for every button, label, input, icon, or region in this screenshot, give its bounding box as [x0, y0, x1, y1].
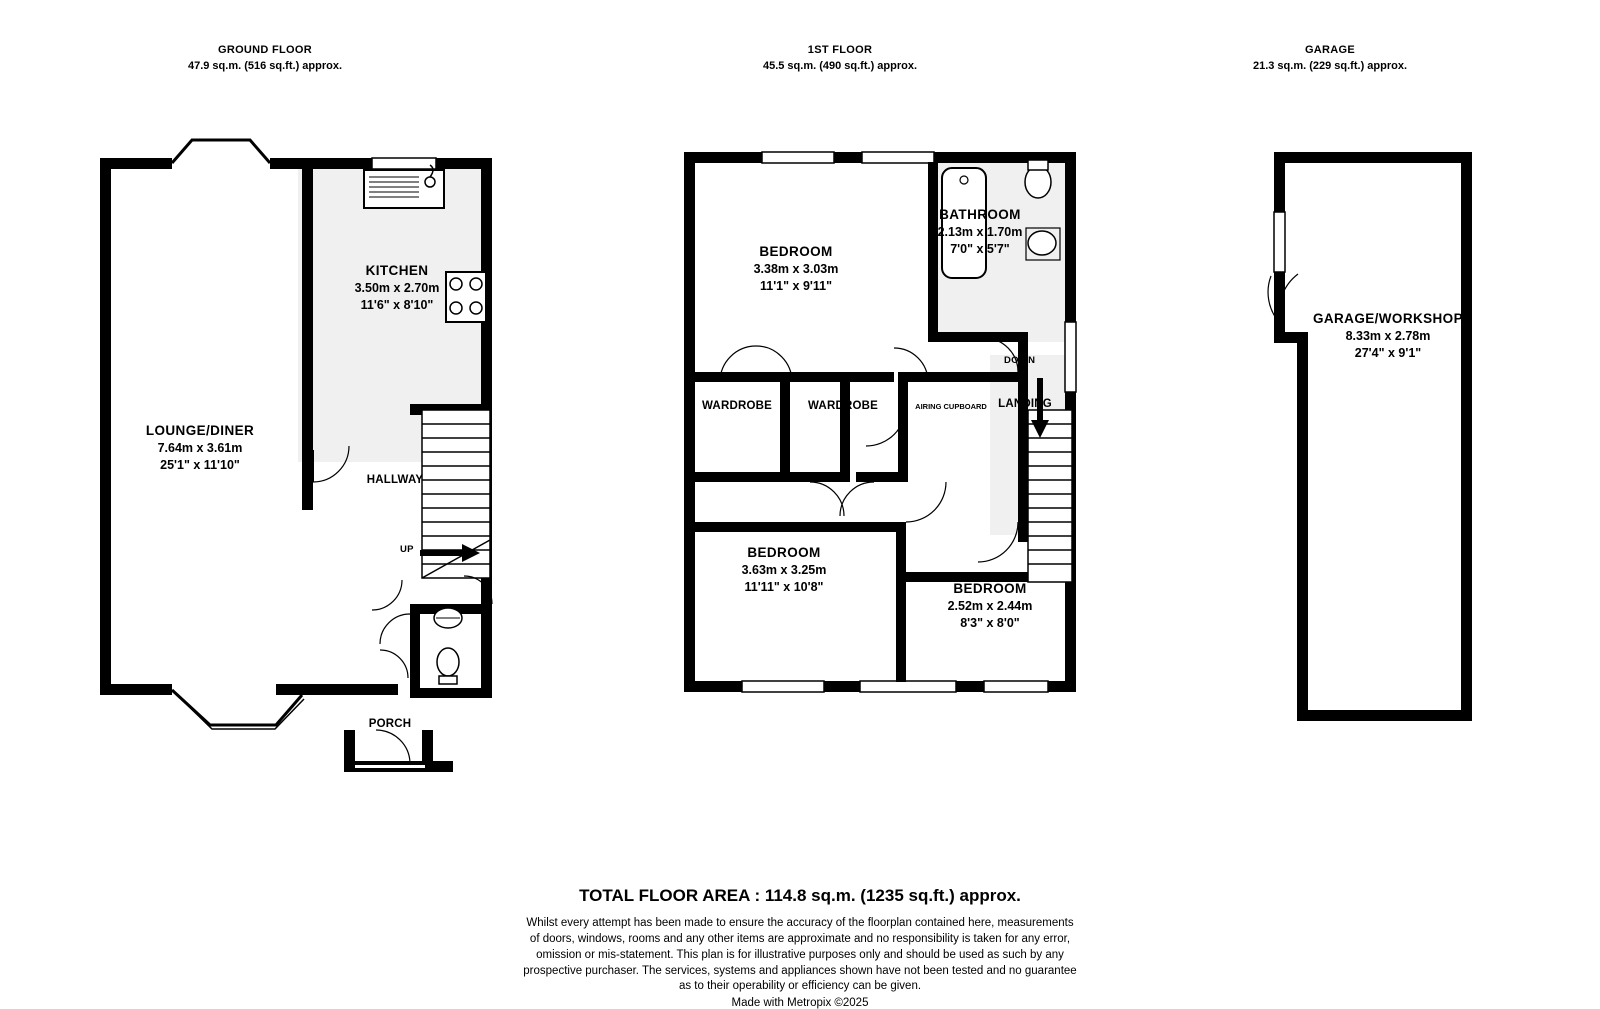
room-dim-imperial: 25'1" x 11'10": [160, 457, 240, 472]
room-dim-metric: 2.13m x 1.70m: [937, 224, 1023, 239]
room-dim-imperial: 11'6" x 8'10": [360, 297, 434, 312]
disclaimer-line: as to their operability or efficiency can be given.: [678, 980, 922, 993]
garage-title: GARAGE: [1304, 44, 1356, 56]
room-name: BEDROOM: [953, 581, 1027, 596]
disclaimer-line: prospective purchaser. The services, systems and appliances shown have not been tested and no guarantee: [523, 964, 1077, 977]
room-name: BEDROOM: [759, 244, 833, 259]
room-label-bathroom: [890, 206, 1070, 257]
room-dim-imperial: 8'3" x 8'0": [960, 615, 1020, 630]
room-dim-metric: 3.63m x 3.25m: [741, 562, 827, 577]
ground-floor-subtitle: 47.9 sq.m. (516 sq.ft.) approx.: [187, 60, 343, 72]
room-label-garage-workshop: [1278, 310, 1498, 361]
stairs-down-label: DOWN: [1004, 355, 1036, 366]
room-label-bedroom-2: [684, 544, 884, 595]
room-label-bedroom-3: [900, 580, 1080, 631]
first-floor-drawing: [660, 110, 1110, 730]
disclaimer-line: of doors, windows, rooms and any other items are approximate and no responsibility is taken for any error,: [529, 932, 1071, 945]
room-dim-imperial: 11'11" x 10'8": [744, 579, 824, 594]
room-dim-imperial: 11'1" x 9'11": [759, 278, 833, 293]
room-name: BEDROOM: [747, 545, 821, 560]
disclaimer-line: omission or mis-statement. This plan is for illustrative purposes only and should be used as such by any: [536, 948, 1064, 961]
room-label-kitchen: [312, 262, 482, 313]
room-dim-imperial: 27'4" x 9'1": [1354, 345, 1422, 360]
first-floor-subtitle: 45.5 sq.m. (490 sq.ft.) approx.: [762, 60, 918, 72]
room-dim-imperial: 7'0" x 5'7": [950, 241, 1010, 256]
room-label-airing-cupboard: AIRING CUPBOARD: [915, 402, 987, 411]
room-dim-metric: 7.64m x 3.61m: [157, 440, 243, 455]
room-label-lounge-diner: [90, 422, 310, 473]
room-dim-metric: 8.33m x 2.78m: [1345, 328, 1431, 343]
disclaimer-line: Whilst every attempt has been made to ensure the accuracy of the floorplan contained here, measurements: [526, 917, 1074, 929]
room-label-wardrobe-1: WARDROBE: [702, 400, 772, 412]
room-dim-metric: 3.50m x 2.70m: [354, 280, 440, 295]
room-dim-metric: 2.52m x 2.44m: [947, 598, 1033, 613]
footer: [0, 886, 1600, 1009]
room-label-wardrobe-2: WARDROBE: [808, 400, 878, 412]
room-name: GARAGE/WORKSHOP: [1312, 311, 1463, 326]
room-label-landing: LANDING: [998, 398, 1052, 410]
total-floor-area: TOTAL FLOOR AREA : 114.8 sq.m. (1235 sq.ft.) approx.: [579, 886, 1021, 905]
stairs-up-label: UP: [400, 544, 414, 555]
room-dim-metric: 3.38m x 3.03m: [753, 261, 839, 276]
room-name: KITCHEN: [365, 263, 429, 278]
room-label-porch: PORCH: [368, 718, 412, 730]
room-name: LOUNGE/DINER: [145, 423, 255, 438]
first-floor-title: 1ST FLOOR: [807, 44, 873, 56]
first-floor-plan: [660, 110, 1110, 730]
ground-floor-title: GROUND FLOOR: [217, 44, 313, 56]
made-with-credit: Made with Metropix ©2025: [731, 997, 869, 1009]
garage-drawing: [1250, 110, 1510, 750]
room-name: BATHROOM: [939, 207, 1021, 222]
garage-subtitle: 21.3 sq.m. (229 sq.ft.) approx.: [1252, 60, 1408, 72]
garage-plan: [1250, 110, 1510, 750]
disclaimer: [0, 916, 1600, 995]
room-label-bedroom-1: [696, 243, 896, 294]
room-label-hallway: HALLWAY: [366, 474, 424, 486]
ground-floor-plan: [80, 110, 540, 800]
